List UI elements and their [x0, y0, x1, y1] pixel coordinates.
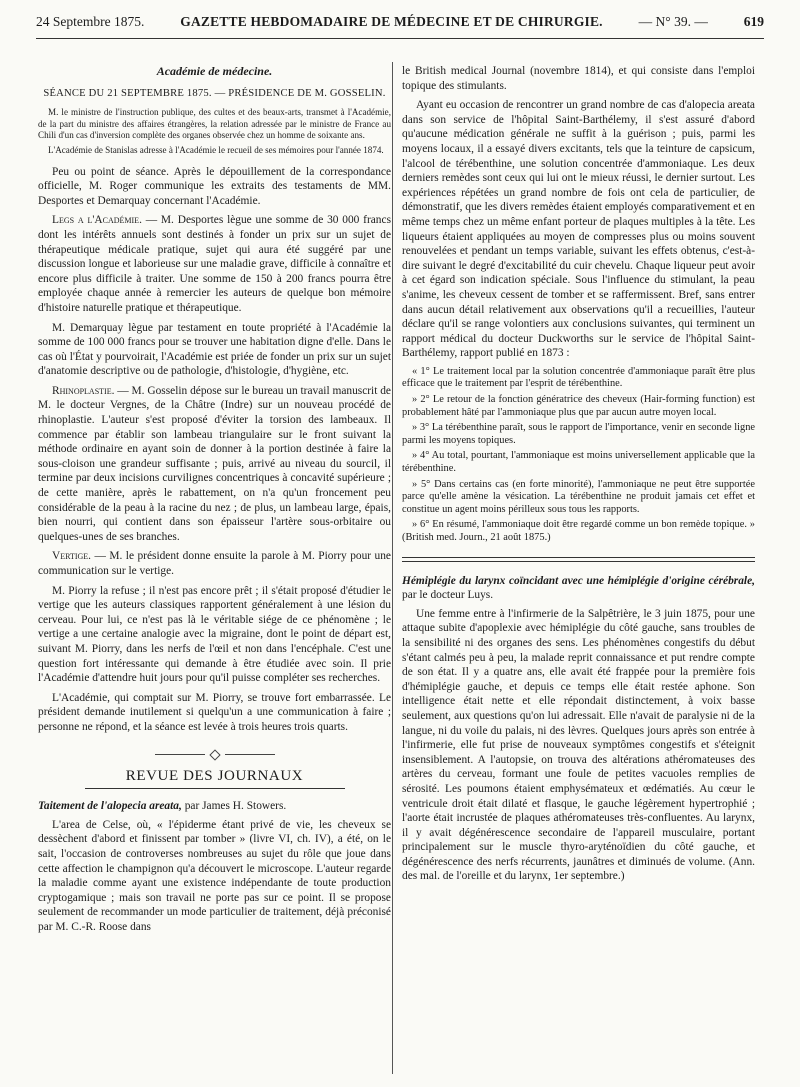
article-author: par le docteur Luys. [402, 589, 494, 602]
paragraph: M. Piorry la refuse ; il n'est pas encore prêt ; il s'était proposé d'étudier le vertige que les auteurs classiques rapportent généralement à une lésion du cerveau. Pour lui, ce n'est pas là le véritable siége de ce phénomène ; le vertige a une certaine analogie avec la migraine, dont le point de départ est, suivant M. Piorry, dans les nerfs de l'œil et non dans l'encéphale. C'est une question fort intéressante qui demande à être étudiée avec soin. Il prie l'Académie d'attendre huit jours pour qu'il puisse compléter ses recherches. [38, 584, 391, 685]
conclusion-1: « 1° Le traitement local par la solution concentrée d'ammoniaque paraît être plus efficace que le traitement par l'esprit de térébenthine. [402, 365, 755, 390]
right-column [402, 64, 755, 889]
vertige-paragraph [38, 549, 391, 578]
legs-text: — M. Desportes lègue une somme de 30 000 francs dont les intérêts annuels sont destinés à fonder un prix sur un sujet de thérapeutique médicale pratique, sujet qui aura été suggéré par une discussion longue et laborieuse sur une maladie grave, difficile à connaître et encore plus difficile à traiter. Une somme de 150 à 200 francs pourra être employée chaque année à remercier les auteurs de quelque bon mémoire d'histoire naturelle pratique et thérapeutique. [38, 214, 391, 314]
paragraph: M. Demarquay lègue par testament en toute propriété à l'Académie la somme de 100 000 francs pour se trouver une habitation digne d'elle. Dans le cas où l'État y pourvoirait, l'Académie est priée de fonder un prix sur un sujet d'anatomie descriptive ou de pathologie, d'histologie, d'hygiène, etc. [38, 321, 391, 378]
page-header [36, 6, 764, 39]
vertige-label: Vertige. [52, 550, 92, 563]
header-date: 24 Septembre 1875. [36, 14, 145, 29]
header-page: 619 [743, 14, 764, 29]
conclusion-3: » 3° La térébenthine paraît, sous le rapport de l'importance, venir en seconde ligne parmi les moyens topiques. [402, 422, 755, 446]
left-column [38, 50, 391, 939]
paragraph: L'area de Celse, où, « l'épiderme étant privé de vie, les cheveux se dessèchent d'abord et finissent par tomber » (livre VI, ch. IV), a été, on le sait, l'occasion de controverses nombreuses au sujet du rôle que joue dans cette affection le champignon qu'a découvert le microscope. L'auteur regarde la maladie comme ayant une existence indépendante de toute production cryptogamique ; mais son travail ne porte pas sur ce point. Il se propose seulement de recommander un mode particulier de traitement, déjà préconisé par M. C.-R. Roose dans [38, 818, 391, 933]
conclusion-6: » 6° En résumé, l'ammoniaque doit être regardé comme un bon remède topique. » (British med. Journ., 21 août 1875.) [402, 519, 755, 543]
conclusion-4: » 4° Au total, pourtant, l'ammoniaque est moins universellement applicable que la térébenthine. [402, 450, 755, 475]
article-author: par James H. Stowers. [181, 800, 287, 813]
article-title [402, 574, 755, 603]
column-rule [392, 62, 393, 1074]
seance-line: SÉANCE DU 21 SEPTEMBRE 1875. — PRÉSIDENCE DE M. GOSSELIN. [43, 87, 386, 99]
paragraph: le British medical Journal (novembre 1814), et qui consiste dans l'emploi topique des stimulants. [402, 65, 755, 92]
rhino-text: — M. Gosselin dépose sur le bureau un travail manuscrit de M. le docteur Vergnes, de la Châtre (Indre) sur un nouveau procédé de rhinoplastie. L'auteur s'est proposé d'éviter la torsion des lambeaux. Il commence par établir son lambeau triangulaire sur le front suivant la méthode ordinaire en ayant soin de donner à la portion destinée à faire la sous-cloison une grandeur suffisante ; puis, arrivé au niveau du sourcil, il termine par deux incisions curvilignes concentriques à concavité supérieure ; de cette manière, après le rabattement, on n'a qu'un froncement peu considérable de la peau à la racine du nez ; de plus, un lambeau large, épais, bien nourri, qui contient dans son épaisseur l'artère sous-orbitaire ou quelques-unes de ses branches. [38, 384, 391, 543]
paragraph: L'Académie, qui comptait sur M. Piorry, se trouve fort embarrassée. Le président demande inutilement si quelqu'un a une communication à faire ; personne ne répond, et la séance est levée à trois heures trois quarts. [38, 691, 391, 733]
paragraph: Peu ou point de séance. Après le dépouillement de la correspondance officielle, M. Roger communique les extraits des testaments de MM. Desportes et Demarquay concernant l'Académie. [38, 165, 391, 207]
vertige-text: — M. le président donne ensuite la parole à M. Piorry pour une communication sur le vertige. [38, 550, 391, 577]
article-title-text: Taitement de l'alopecia areata, [38, 800, 182, 813]
revue-title-text: REVUE DES JOURNAUX [125, 767, 304, 784]
correspondence-note-2: L'Académie de Stanislas adresse à l'Académie le recueil de ses mémoires pour l'année 1874. [48, 144, 384, 155]
article-title [38, 799, 391, 814]
academy-title: Académie de médecine. [156, 64, 273, 78]
correspondence-note-1: M. le ministre de l'instruction publique, des cultes et des beaux-arts, transmet à l'Académie, de la part du ministre des affaires étrangères, la relation adressée par le ministre de France au Chili d'un cas d'inversion complète des organes observée chez un homme de soixante ans. [38, 107, 391, 141]
header-title: GAZETTE HEBDOMADAIRE DE MÉDECINE ET DE CHIRURGIE. [180, 14, 603, 29]
header-number: — N° 39. — [638, 14, 708, 29]
legs-paragraph [38, 213, 391, 315]
paragraph: Une femme entre à l'infirmerie de la Salpêtrière, le 3 juin 1875, pour une attaque subite d'apoplexie avec hémiplégie du côté gauche, sans troubles de la sensibilité ni des organes des sens. Les phénomènes congestifs du début s'étant calmés peu à peu, la malade reprit connaissance et put rendre compte de son état. Il y a quatre ans, elle avait été frappée pour la première fois d'hémiplégie gauche, et depuis ce temps elle était restée aphone. Son intelligence était nette et elle répondait distinctement, à voix basse seulement, aux questions qu'on lui adressait. Elle n'avait de paralysie ni de la langue, ni du voile du palais, ni des lèvres. Quelques jours après son entrée à l'infirmerie, elle fut prise de nouveaux symptômes congestifs et s'éteignit insensiblement. A l'autopsie, on trouva des altérations athéromateuses des artères du cerveau, formant une foule de petites vacuoles remplies de sérosité. Les poumons étaient emphysémateux et œdématiés. Au cœur le ventricule droit était dilaté et flasque, le gauche légèrement hypertrophié ; l'aorte était incrustée de plaques athéromateuses très-confluentes. Au larynx, il y avait dégénérescence secondaire de l'appareil musculaire, portant principalement sur le muscle thyro-aryténoïdien du côté gauche, et dégénérescence des nerfs récurrents, jaunâtres et diminués de volume. (Ann. des mal. de l'oreille et du larynx, 1er septembre.) [402, 607, 755, 883]
double-rule [402, 557, 755, 562]
ornament-divider [155, 751, 275, 759]
revue-title [38, 769, 391, 790]
conclusion-5: » 5° Dans certains cas (en forte minorité), l'ammoniaque ne peut être supportée parce qu'elle amène la vésication. La térébenthine ne produit jamais cet effet et constitue un agent moins périlleux sous tous les rapports. [402, 478, 755, 515]
article-title-text: Hémiplégie du larynx coïncidant avec une hémiplégie d'origine cérébrale, [402, 574, 755, 587]
rhino-label: Rhinoplastie. [52, 384, 115, 397]
paragraph: Ayant eu occasion de rencontrer un grand nombre de cas d'alopecia areata dans son service de l'hôpital Saint-Barthélemy, il s'est assuré d'abord qu'aucune médication générale ne suffit à la guérison ; puis, parmi les moyens locaux, il a essayé divers excitants, tels que la teinture de capsicum, l'alcool de térébenthine, une solution concentrée d'ammoniaque. Les deux derniers remèdes sont ceux qui lui ont le mieux réussi, le dernier surtout. Les expériences répétées un grand nombre de fois ont cela de particulier, de démonstratif, que les divers remèdes étaient employés comparativement et en même temps chez un même enfant porteur de plaques multiples à la tête. Les liqueurs étaient appliquées au moyen de compresses plus ou moins souvent renouvelées et pendant un temps variable, suivant les effets obtenus, c'est-à-dire suivant le degré d'excitabilité du cuir chevelu. Chaque liqueur peut avoir à cet égard son indication spéciale. Sous l'influence du stimulant, la peau s'anime, les cheveux cessent de tomber et se raffermissent. Bref, sans entrer dans aucun détail relativement aux observations qu'il a recueillies, l'auteur déclare qu'il se range volontiers aux conclusions suivantes, qui terminent un rapport médical du docteur Duckworths sur le service de l'hôpital Saint-Barthélemy, rapport publié en 1873 : [402, 99, 755, 360]
legs-label: Legs a l'Académie. [52, 214, 142, 227]
conclusion-2: » 2° Le retour de la fonction génératrice des cheveux (Hair-forming function) est probablement hâté par l'ammoniaque plus que par aucun autre moyen local. [402, 394, 755, 418]
rhinoplastie-paragraph [38, 384, 391, 545]
